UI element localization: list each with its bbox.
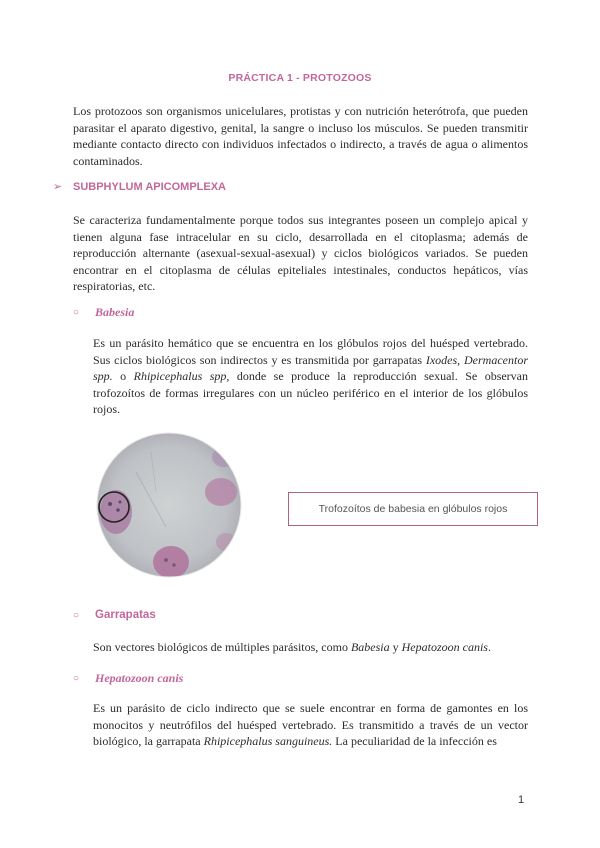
- subheading-babesia-label: Babesia: [95, 305, 135, 319]
- subheading-garrapatas: [73, 609, 156, 621]
- page-title: PRÁCTICA 1 - PROTOZOOS: [228, 72, 372, 84]
- circle-bullet-icon: ○: [73, 609, 80, 621]
- species-name: Hepatozoon canis: [401, 640, 488, 654]
- intro-paragraph: Los protozoos son organismos unicelulares, protistas y con nutrición heterótrofa, que pueden parasitar el aparato digestivo, genital, la sangre o incluso los músculos. Se pueden transmitir mediante contacto directo con individuos infectados o indirecto, a través de agua o alimentos contaminados.: [73, 104, 528, 168]
- section-heading-apicomplexa: [53, 180, 226, 193]
- species-name: Babesia: [350, 640, 390, 654]
- species-name: Rhipicephalus sanguineus.: [203, 734, 333, 748]
- babesia-paragraph: Es un parásito hemático que se encuentra en los glóbulos rojos del huésped vertebrado. Sus ciclos biológicos son indirectos y es transmitida por garrapatas Ixodes, Dermacentor spp. o Rhipicephalus spp, donde se produce la reproducción sexual. Se observan trofozoítos de formas irregulares con un núcleo periférico en el interior de los glóbulos rojos.: [93, 336, 529, 416]
- subheading-garrapatas-label: Garrapatas: [95, 609, 156, 621]
- subheading-hepatozoon: [73, 671, 183, 686]
- subheading-babesia: [73, 305, 134, 320]
- image-caption: Trofozoítos de babesia en glóbulos rojos: [288, 492, 538, 526]
- hepatozoon-paragraph: Es un parásito de ciclo indirecto que se suele encontrar en forma de gamontes en los monocitos y neutrófilos del huésped vertebrado. Es transmitido a través de un vector biológico, la garrapata Rhipicephalus sanguineus. La peculiaridad de la infección es: [93, 701, 528, 748]
- babesia-micrograph: [96, 432, 242, 578]
- species-name: Ixodes, Dermacentor spp.: [93, 352, 528, 383]
- apicomplexa-paragraph: Se caracteriza fundamentalmente porque todos sus integrantes poseen un complejo apical y tienen alguna fase intracelular en su ciclo, desarrollada en el citoplasma; además de reproducción alternante (asexual-sexual-asexual) y ciclos biológicos variados. Se pueden encontrar en el citoplasma de células epiteliales intestinales, conductos hepáticos, vías respiratorias, etc.: [73, 213, 528, 293]
- section-heading-label: SUBPHYLUM APICOMPLEXA: [73, 180, 226, 193]
- circle-bullet-icon: ○: [73, 673, 80, 684]
- species-name: Rhipicephalus spp,: [133, 369, 230, 383]
- garrapatas-paragraph: Son vectores biológicos de múltiples parásitos, como Babesia y Hepatozoon canis.: [93, 640, 491, 654]
- subheading-hepatozoon-label: Hepatozoon canis: [95, 671, 184, 685]
- page-number: 1: [518, 794, 525, 806]
- arrow-bullet-icon: ➢: [53, 181, 63, 193]
- circle-bullet-icon: ○: [73, 307, 80, 318]
